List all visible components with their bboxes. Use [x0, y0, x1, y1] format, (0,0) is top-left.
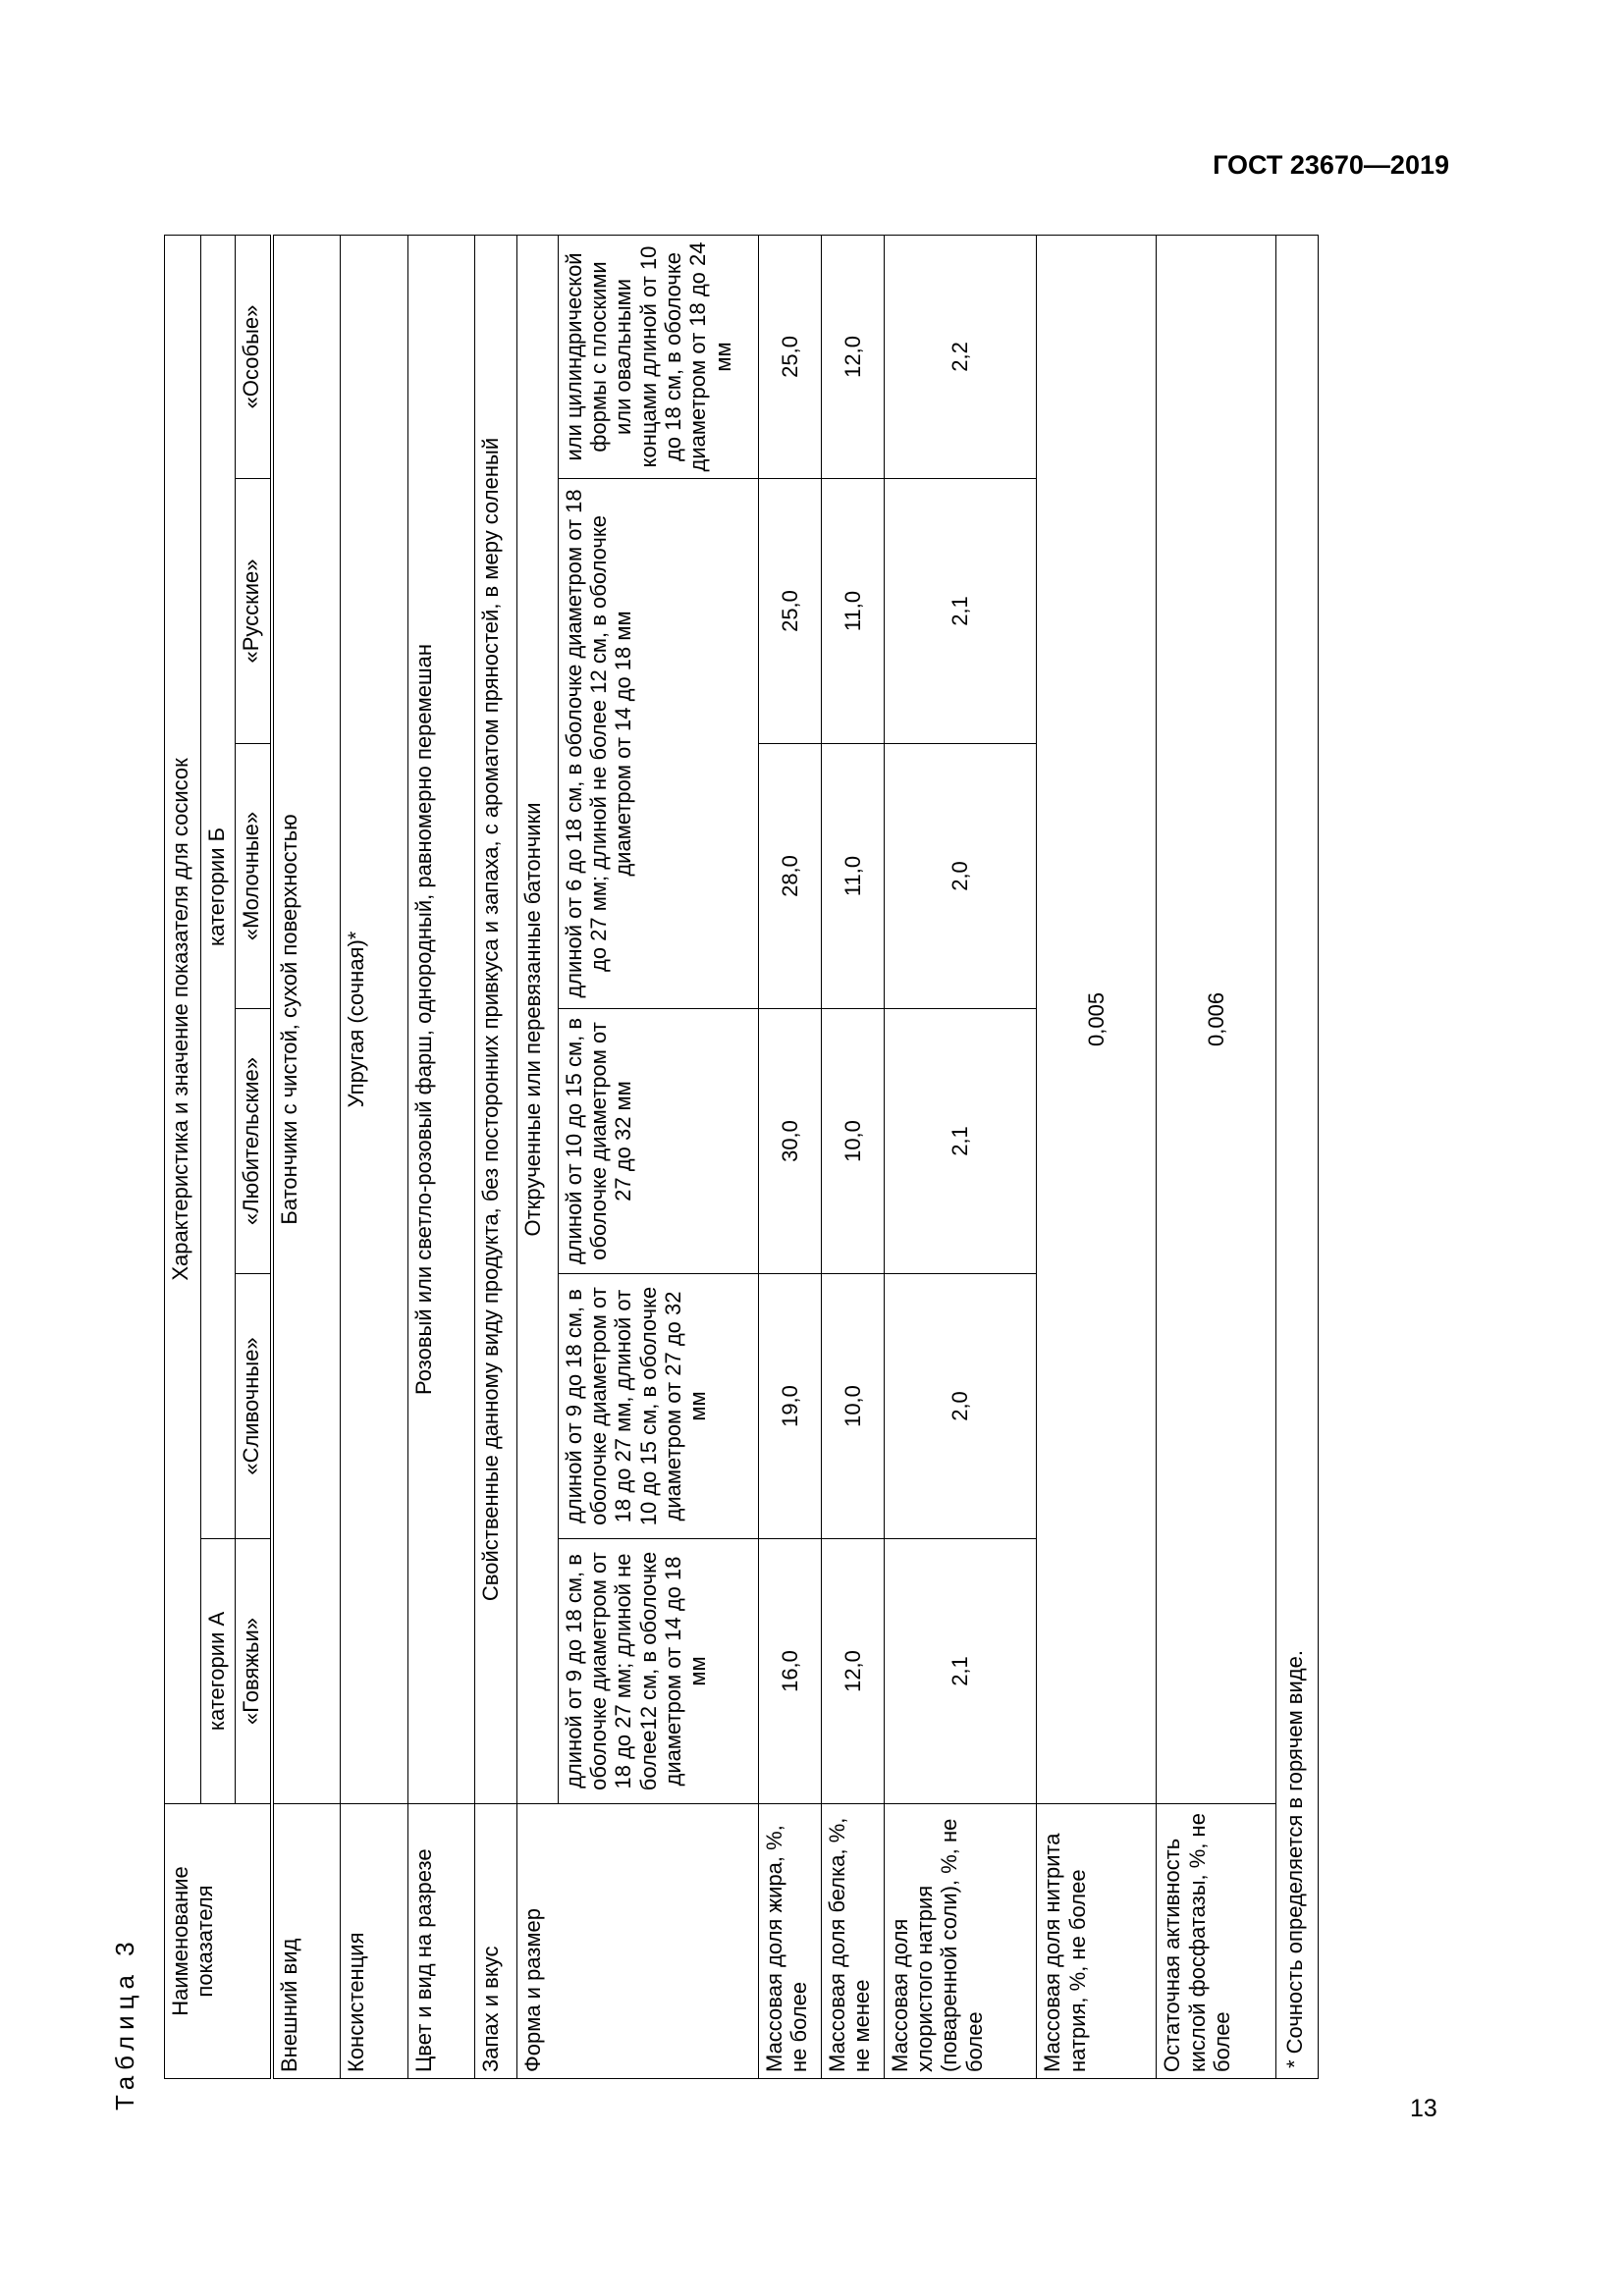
row-value: Батончики с чистой, сухой поверхностью — [272, 235, 340, 1803]
size-cell: длиной от 9 до 18 см, в оболочке диаметром от 18 до 27 мм, длиной от 10 до 15 см, в оболочке диаметром от 27 до 32 мм — [558, 1274, 758, 1539]
value-cell: 11,0 — [821, 479, 884, 744]
table-row — [475, 235, 516, 2078]
value-cell: 28,0 — [759, 744, 822, 1009]
value-cell: 2,1 — [884, 1539, 1036, 1804]
value-cell: 2,0 — [884, 1274, 1036, 1539]
table-row — [884, 235, 1036, 2078]
value-cell: 12,0 — [821, 1539, 884, 1804]
category-a: категории А — [200, 1539, 236, 1804]
table-label: Таблица 3 — [110, 1936, 139, 2110]
table-row — [407, 235, 475, 2078]
row-value: Упругая (сочная)* — [340, 235, 407, 1803]
size-cell: длиной от 9 до 18 см, в оболочке диаметром от 18 до 27 мм; длиной не более12 см, в оболочке диаметром от 14 до 18 мм — [558, 1539, 758, 1804]
table-row — [759, 235, 822, 2078]
value-cell: 16,0 — [759, 1539, 822, 1804]
quality-table — [164, 235, 1319, 2079]
table-row — [272, 235, 340, 2078]
table-row — [340, 235, 407, 2078]
size-cell: длиной от 10 до 15 см, в оболочке диаметром от 27 до 32 мм — [558, 1009, 758, 1274]
document-code: ГОСТ 23670—2019 — [1213, 150, 1449, 180]
row-name: Внешний вид — [272, 1804, 340, 2079]
value-cell: 11,0 — [821, 744, 884, 1009]
product-header: «Говяжьи» — [236, 1539, 273, 1804]
value-cell: 25,0 — [759, 235, 822, 478]
row-name: Цвет и вид на разрезе — [407, 1804, 475, 2079]
value-cell: 12,0 — [821, 235, 884, 478]
page-number: 13 — [1410, 2095, 1437, 2122]
row-name: Массовая доля хлористого натрия (поваренной соли), %, не более — [884, 1804, 1036, 2079]
product-header: «Русские» — [236, 479, 273, 744]
row-value: 0,005 — [1037, 235, 1157, 1803]
row-name: Массовая доля белка, %, не менее — [821, 1804, 884, 2079]
row-name: Массовая доля жира, %, не более — [759, 1804, 822, 2079]
table-row — [821, 235, 884, 2078]
table-row — [558, 235, 758, 2078]
row-name: Массовая доля нитрита натрия, %, не более — [1037, 1804, 1157, 2079]
category-b: категории Б — [200, 235, 236, 1538]
value-cell: 19,0 — [759, 1274, 822, 1539]
size-cell: или цилиндрической формы с плоскими или овальными концами длиной от 10 до 18 см, в оболочке диаметром от 18 до 24 мм — [558, 235, 758, 478]
value-cell: 2,2 — [884, 235, 1036, 478]
product-header: «Особые» — [236, 235, 273, 478]
table-row — [516, 235, 558, 2078]
value-cell: 2,0 — [884, 744, 1036, 1009]
size-cell: длиной от 6 до 18 см, в оболочке диаметром от 18 до 27 мм; длиной не более 12 см, в оболочке диаметром от 14 до 18 мм — [558, 479, 758, 1009]
value-cell: 2,1 — [884, 479, 1036, 744]
column-header-group: Характеристика и значение показателя для сосисок — [165, 235, 201, 1803]
row-name: Запах и вкус — [475, 1804, 516, 2079]
value-cell: 10,0 — [821, 1274, 884, 1539]
table-footnote: * Сочность определяется в горячем виде. — [1276, 235, 1319, 2078]
row-value: 0,006 — [1157, 235, 1276, 1803]
row-value: Свойственные данному виду продукта, без посторонних привкуса и запаха, с ароматом пряностей, в меру соленый — [475, 235, 516, 1803]
row-name: Форма и размер — [516, 1804, 758, 2079]
value-cell: 30,0 — [759, 1009, 822, 1274]
rotated-table-container — [164, 236, 1319, 2079]
row-value: Открученные или перевязанные батончики — [516, 235, 558, 1803]
value-cell: 10,0 — [821, 1009, 884, 1274]
column-header-name: Наименование показателя — [165, 1804, 273, 2079]
table-row — [1037, 235, 1157, 2078]
table-row — [1157, 235, 1276, 2078]
value-cell: 2,1 — [884, 1009, 1036, 1274]
value-cell: 25,0 — [759, 479, 822, 744]
product-header: «Любительские» — [236, 1009, 273, 1274]
row-value: Розовый или светло-розовый фарш, однородный, равномерно перемешан — [407, 235, 475, 1803]
product-header: «Сливочные» — [236, 1274, 273, 1539]
product-header: «Молочные» — [236, 744, 273, 1009]
row-name: Остаточная активность кислой фосфатазы, %, не более — [1157, 1804, 1276, 2079]
row-name: Консистенция — [340, 1804, 407, 2079]
